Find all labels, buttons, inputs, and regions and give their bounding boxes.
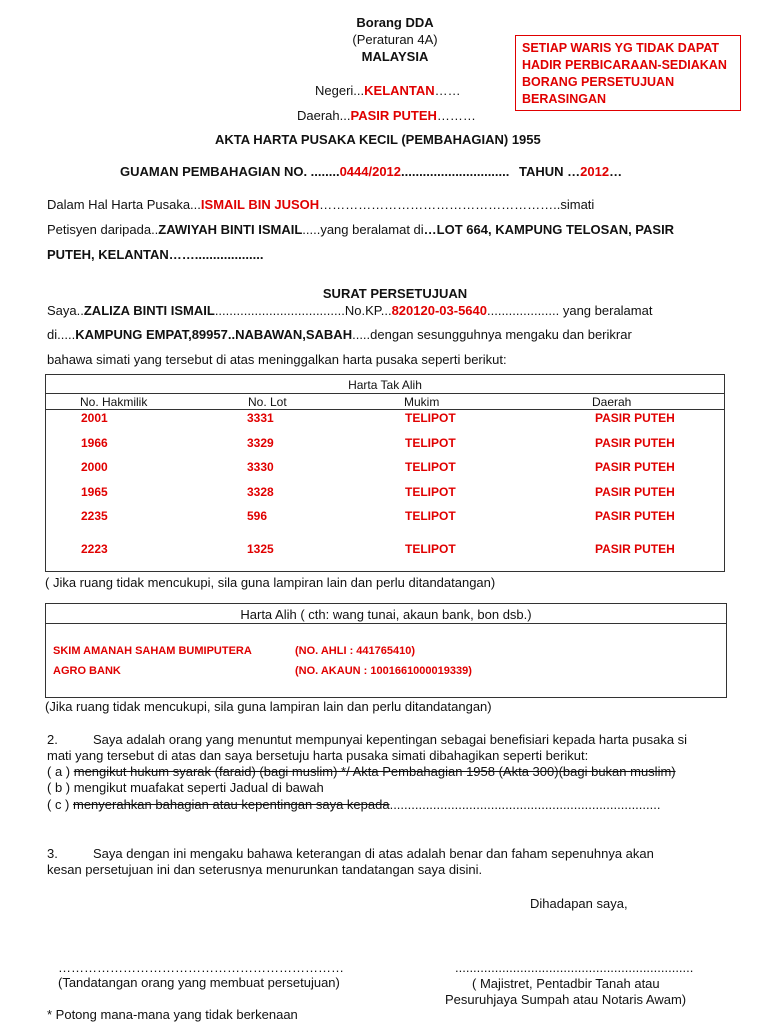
daerah-value: PASIR PUTEH bbox=[350, 108, 437, 123]
witness-heading: Dihadapan saya, bbox=[530, 896, 628, 911]
lot-cell: 1325 bbox=[247, 542, 274, 556]
address-suffix: .....dengan sesungguhnya mengaku dan berikrar bbox=[352, 327, 632, 342]
country-label: MALAYSIA bbox=[361, 49, 429, 64]
option-a-prefix: ( a ) bbox=[47, 764, 74, 779]
clause-3-line-1: Saya dengan ini mengaku bahawa keterangan di atas adalah benar dan faham sepenuhnya akan bbox=[93, 846, 654, 861]
column-header-title-no: No. Hakmilik bbox=[80, 395, 148, 409]
lot-cell: 596 bbox=[247, 509, 268, 523]
witness-caption-2: Pesuruhjaya Sumpah atau Notaris Awam) bbox=[445, 992, 687, 1007]
column-header-daerah: Daerah bbox=[592, 395, 632, 409]
heir-address: KAMPUNG EMPAT,89957..NABAWAN,SABAH bbox=[75, 327, 353, 342]
option-c-prefix: ( c ) bbox=[47, 797, 73, 812]
daerah-label: Daerah... bbox=[297, 108, 351, 123]
clause-2-option-a bbox=[47, 764, 676, 779]
negeri-dots: …… bbox=[434, 83, 461, 98]
year-value: 2012 bbox=[580, 164, 610, 179]
heir-name: ZALIZA BINTI ISMAIL bbox=[83, 303, 215, 318]
immovable-footnote: ( Jika ruang tidak mencukupi, sila guna lampiran lain dan perlu ditandatangan) bbox=[45, 575, 496, 590]
title-no-cell: 2223 bbox=[81, 542, 108, 556]
negeri-label: Negeri... bbox=[315, 83, 365, 98]
title-no-cell: 1965 bbox=[81, 485, 108, 499]
strike-out-footnote: * Potong mana-mana yang tidak berkenaan bbox=[47, 1007, 298, 1022]
case-number: 0444/2012 bbox=[339, 164, 402, 179]
clause-2-number: 2. bbox=[47, 732, 58, 747]
immovable-title: Harta Tak Alih bbox=[348, 378, 422, 392]
witness-signature-line: .................................................................. bbox=[455, 960, 694, 975]
mukim-cell: TELIPOT bbox=[405, 460, 456, 474]
movable-title: Harta Alih ( cth: wang tunai, akaun bank, bon dsb.) bbox=[240, 607, 532, 622]
consent-name-line bbox=[47, 303, 652, 318]
deceased-dots: ………………………………………………..simati bbox=[319, 197, 595, 212]
clause-2-line-1: Saya adalah orang yang menuntut mempunyai kepentingan sebagai benefisiari kepada harta pusaka si bbox=[93, 732, 688, 747]
petition-mid: .....yang beralamat di bbox=[302, 222, 424, 237]
mukim-cell: TELIPOT bbox=[405, 436, 456, 450]
petition-line bbox=[47, 222, 674, 237]
regulation-label: (Peraturan 4A) bbox=[352, 32, 438, 47]
case-number-line bbox=[120, 164, 622, 179]
lot-cell: 3328 bbox=[247, 485, 274, 499]
daerah-cell: PASIR PUTEH bbox=[595, 411, 675, 425]
deceased-name: ISMAIL BIN JUSOH bbox=[200, 197, 320, 212]
column-header-mukim: Mukim bbox=[404, 395, 440, 409]
petition-label: Petisyen daripada.. bbox=[47, 222, 159, 237]
act-title: AKTA HARTA PUSAKA KECIL (PEMBAHAGIAN) 1955 bbox=[215, 132, 541, 147]
absent-heir-notice: SETIAP WARIS YG TIDAK DAPAT HADIR PERBICARAAN-SEDIAKAN BORANG PERSETUJUAN BERASINGAN bbox=[515, 35, 741, 111]
mukim-cell: TELIPOT bbox=[405, 485, 456, 499]
deceased-label: Dalam Hal Harta Pusaka... bbox=[47, 197, 201, 212]
clause-3-number: 3. bbox=[47, 846, 58, 861]
title-no-cell: 2001 bbox=[81, 411, 108, 425]
title-no-cell: 2000 bbox=[81, 460, 108, 474]
petitioner-name: ZAWIYAH BINTI ISMAIL bbox=[158, 222, 303, 237]
column-header-lot: No. Lot bbox=[248, 395, 287, 409]
daerah-cell: PASIR PUTEH bbox=[595, 436, 675, 450]
petitioner-address-2: PUTEH, KELANTAN……................... bbox=[47, 247, 264, 262]
saya-label: Saya.. bbox=[47, 303, 84, 318]
clause-3-line-2: kesan persetujuan ini dan seterusnya menurunkan tandatangan saya disini. bbox=[47, 862, 483, 877]
signer-caption: (Tandatangan orang yang membuat persetujuan) bbox=[58, 975, 340, 990]
movable-title-divider bbox=[45, 623, 727, 624]
witness-caption-1: ( Majistret, Pentadbir Tanah atau bbox=[472, 976, 660, 991]
petitioner-address-1: …LOT 664, KAMPUNG TELOSAN, PASIR bbox=[423, 222, 675, 237]
movable-asset-ref: (NO. AHLI : 441765410) bbox=[295, 645, 416, 657]
case-dots: .............................. bbox=[401, 164, 510, 179]
table-header-divider bbox=[45, 409, 725, 410]
negeri-line bbox=[315, 83, 461, 98]
consent-statement: bahawa simati yang tersebut di atas meninggalkan harta pusaka seperti berikut: bbox=[47, 352, 507, 367]
form-title: Borang DDA bbox=[356, 15, 434, 30]
lot-cell: 3329 bbox=[247, 436, 274, 450]
table-title-divider bbox=[45, 393, 725, 394]
option-a-text: mengikut hukum syarak (faraid) (bagi muslim) */ Akta Pembahagian 1958 (Akta 300)(bagi bukan muslim) bbox=[73, 764, 676, 779]
movable-footnote: (Jika ruang tidak mencukupi, sila guna lampiran lain dan perlu ditandatangan) bbox=[45, 699, 492, 714]
daerah-cell: PASIR PUTEH bbox=[595, 460, 675, 474]
daerah-dots: ……… bbox=[436, 108, 476, 123]
year-label: TAHUN … bbox=[519, 164, 581, 179]
clause-2-line-2: mati yang tersebut di atas dan saya bersetuju harta pusaka simati dibahagikan seperti berikut: bbox=[47, 748, 589, 763]
mukim-cell: TELIPOT bbox=[405, 542, 456, 556]
daerah-cell: PASIR PUTEH bbox=[595, 509, 675, 523]
lot-cell: 3331 bbox=[247, 411, 274, 425]
movable-asset-ref: (NO. AKAUN : 1001661000019339) bbox=[295, 665, 472, 677]
ic-number: 820120-03-5640 bbox=[391, 303, 487, 318]
daerah-cell: PASIR PUTEH bbox=[595, 485, 675, 499]
daerah-cell: PASIR PUTEH bbox=[595, 542, 675, 556]
deceased-line bbox=[47, 197, 594, 212]
signer-signature-line: ………………………………………………………… bbox=[58, 960, 344, 975]
address-prefix: di..... bbox=[47, 327, 76, 342]
consent-address-line bbox=[47, 327, 632, 342]
option-c-text: menyerahkan bahagian atau kepentingan saya kepada bbox=[73, 797, 390, 812]
kp-dots: .................... yang beralamat bbox=[487, 303, 653, 318]
daerah-line bbox=[297, 108, 476, 123]
negeri-value: KELANTAN bbox=[364, 83, 435, 98]
mukim-cell: TELIPOT bbox=[405, 509, 456, 523]
year-dots: … bbox=[609, 164, 623, 179]
consent-title: SURAT PERSETUJUAN bbox=[322, 286, 468, 301]
clause-2-option-b: ( b ) mengikut muafakat seperti Jadual di bawah bbox=[47, 780, 324, 795]
mukim-cell: TELIPOT bbox=[405, 411, 456, 425]
lot-cell: 3330 bbox=[247, 460, 274, 474]
clause-2-option-c bbox=[47, 797, 660, 812]
title-no-cell: 2235 bbox=[81, 509, 108, 523]
option-c-dots: ........................................................................... bbox=[389, 797, 661, 812]
movable-asset-name: SKIM AMANAH SAHAM BUMIPUTERA bbox=[53, 645, 252, 657]
case-label: GUAMAN PEMBAHAGIAN NO. ........ bbox=[120, 164, 340, 179]
movable-asset-name: AGRO BANK bbox=[53, 665, 121, 677]
title-no-cell: 1966 bbox=[81, 436, 108, 450]
name-dots: ....................................No.KP... bbox=[214, 303, 392, 318]
